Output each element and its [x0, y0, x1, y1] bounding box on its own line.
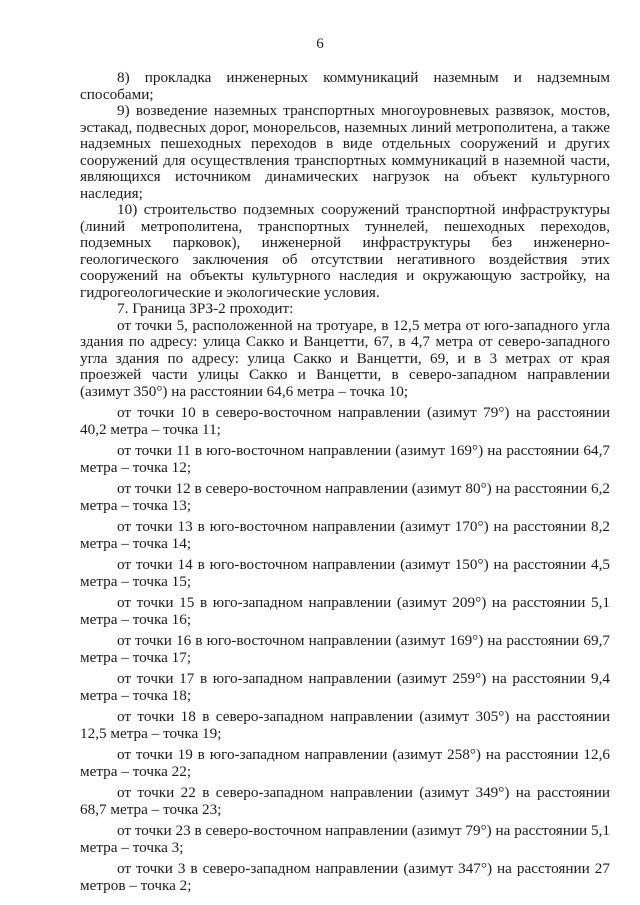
boundary-segment: от точки 15 в юго-западном направлении (азимут 209°) на расстоянии 5,1 метра – точка 16;	[80, 594, 610, 628]
boundary-segment: от точки 12 в северо-восточном направлении (азимут 80°) на расстоянии 6,2 метра – точка 13;	[80, 480, 610, 514]
paragraph-item-10: 10) строительство подземных сооружений транспортной инфраструктуры (линий метрополитена, транспортных туннелей, пешеходных переходов, подземных парковок), инженерной инфраструктуры без инженерно-геологического заключения об отсутствии негативного воздействия этих сооружений на объекты культурного наследия и окружающую застройку, на гидрогеологические и экологические условия.	[80, 201, 610, 301]
page-body	[80, 70, 610, 894]
boundary-segment: от точки 11 в юго-восточном направлении (азимут 169°) на расстоянии 64,7 метра – точка 12;	[80, 442, 610, 476]
boundary-start-paragraph: от точки 5, расположенной на тротуаре, в 12,5 метра от юго-западного угла здания по адресу: улица Сакко и Ванцетти, 67, в 4,7 метра от северо-западного угла здания по адресу: улица Сакко и Ванцетти, 69, и в 3 метрах от края проезжей части улицы Сакко и Ванцетти, в северо-западном направлении (азимут 350°) на расстоянии 64,6 метра – точка 10;	[80, 316, 610, 400]
boundary-segment: от точки 22 в северо-западном направлении (азимут 349°) на расстоянии 68,7 метра – точка 23;	[80, 784, 610, 818]
boundary-segment: от точки 18 в северо-западном направлении (азимут 305°) на расстоянии 12,5 метра – точка 19;	[80, 708, 610, 742]
boundary-segment: от точки 10 в северо-восточном направлении (азимут 79°) на расстоянии 40,2 метра – точка 11;	[80, 404, 610, 438]
boundary-segment: от точки 17 в юго-западном направлении (азимут 259°) на расстоянии 9,4 метра – точка 18;	[80, 670, 610, 704]
boundary-segment: от точки 19 в юго-западном направлении (азимут 258°) на расстоянии 12,6 метра – точка 22;	[80, 746, 610, 780]
paragraph-item-9: 9) возведение наземных транспортных многоуровневых развязок, мостов, эстакад, подвесных дорог, монорельсов, наземных линий метрополитена, а также надземных пешеходных переходов в виде отдельных сооружений и других сооружений для осуществления транспортных коммуникаций в наземной части, являющихся источником динамических нагрузок на объект культурного наследия;	[80, 102, 610, 202]
section-heading-7: 7. Граница ЗРЗ-2 проходит:	[117, 300, 294, 317]
boundary-segment: от точки 13 в юго-восточном направлении (азимут 170°) на расстоянии 8,2 метра – точка 14;	[80, 518, 610, 552]
boundary-segment: от точки 3 в северо-западном направлении (азимут 347°) на расстоянии 27 метров – точка 2;	[80, 860, 610, 894]
page-number: 6	[316, 36, 324, 52]
boundary-segment: от точки 23 в северо-восточном направлении (азимут 79°) на расстоянии 5,1 метра – точка 3;	[80, 822, 610, 856]
boundary-segment: от точки 14 в юго-восточном направлении (азимут 150°) на расстоянии 4,5 метра – точка 15;	[80, 556, 610, 590]
paragraph-item-8: 8) прокладка инженерных коммуникаций наземным и надземным способами;	[80, 69, 610, 103]
boundary-segment: от точки 16 в юго-восточном направлении (азимут 169°) на расстоянии 69,7 метра – точка 17;	[80, 632, 610, 666]
